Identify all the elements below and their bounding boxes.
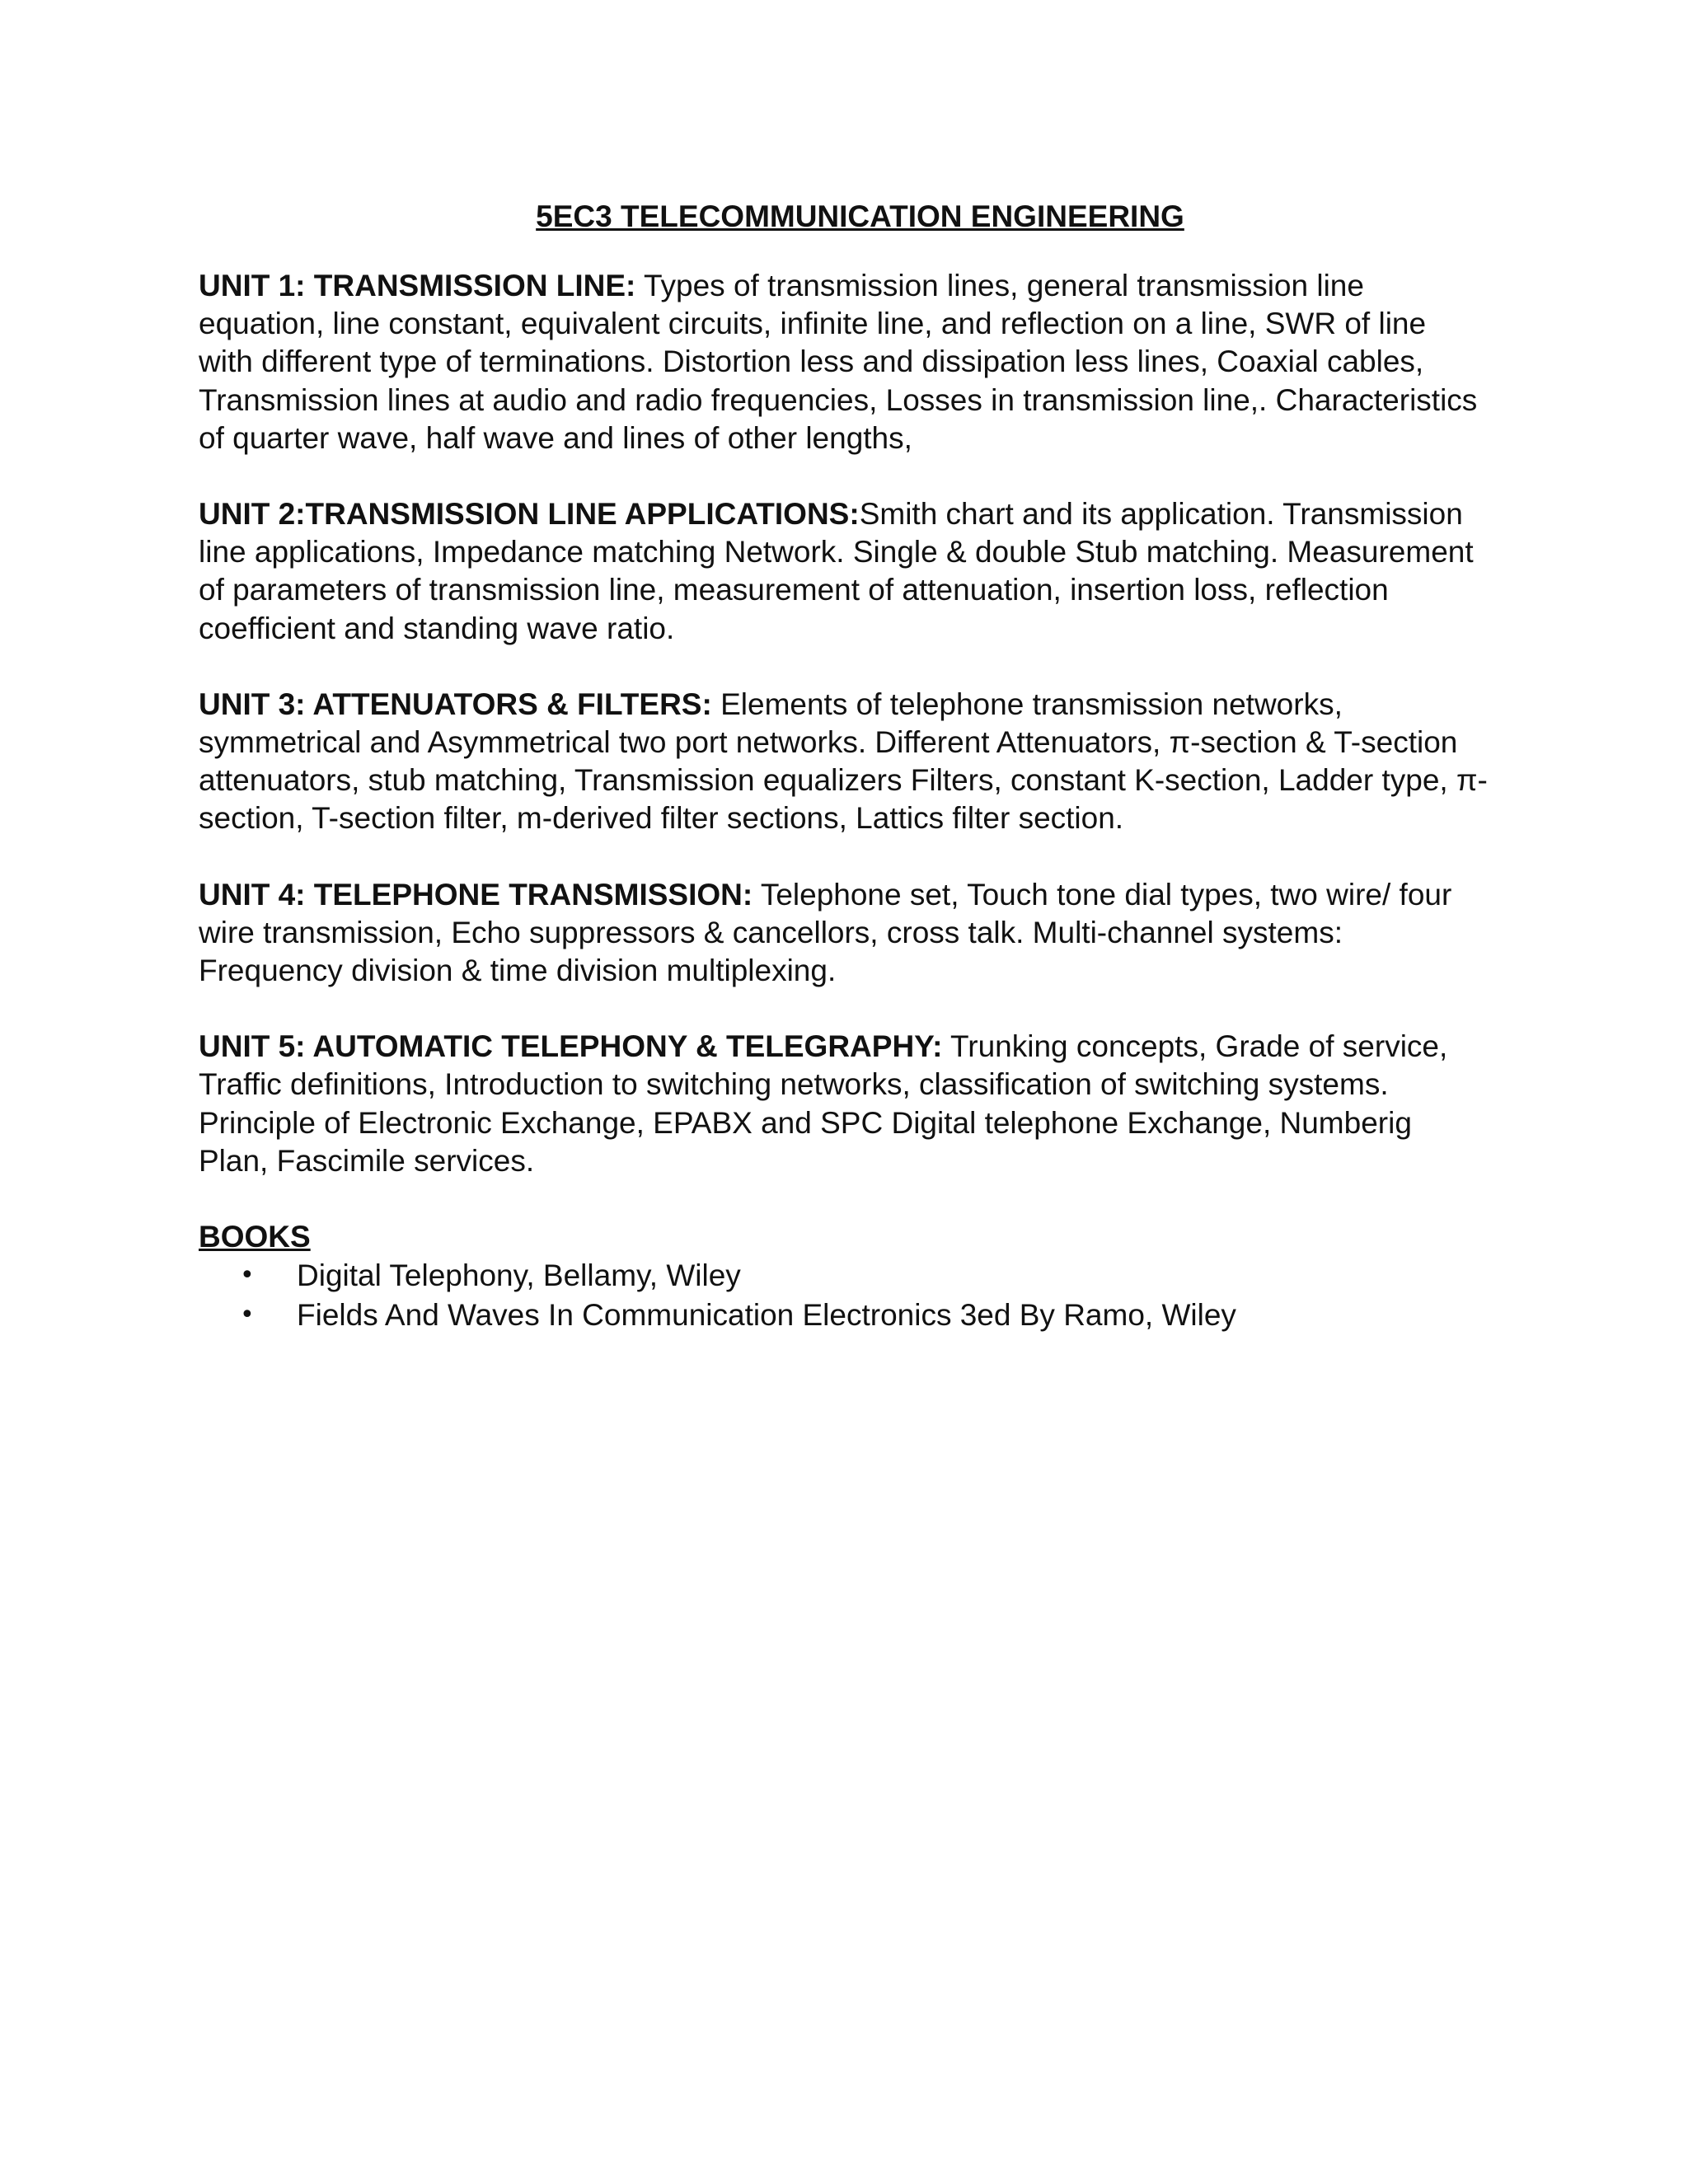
- unit-3-heading: UNIT 3: ATTENUATORS & FILTERS:: [199, 687, 712, 721]
- unit-5-heading: UNIT 5: AUTOMATIC TELEPHONY & TELEGRAPHY:: [199, 1029, 943, 1064]
- unit-2-heading: UNIT 2:TRANSMISSION LINE APPLICATIONS:: [199, 497, 860, 532]
- unit-3-paragraph: [199, 686, 1489, 838]
- books-heading: BOOKS: [199, 1220, 311, 1254]
- unit-2-paragraph: [199, 495, 1489, 648]
- unit-3-text: Elements of telephone transmission networks, symmetrical and Asymmetrical two port networks. Different Attenuators, π-section & T-section attenuators, stub matching, Transmission equalizers Filters, constant K-section, Ladder type, π-section, T-section filter, m-derived filter sections, Lattics filter section.: [199, 687, 1488, 836]
- unit-1-heading: UNIT 1: TRANSMISSION LINE:: [199, 269, 636, 302]
- unit-4-heading: UNIT 4: TELEPHONE TRANSMISSION:: [199, 877, 753, 912]
- document-page: [199, 198, 1489, 1335]
- unit-2-text: Smith chart and its application. Transmission line applications, Impedance matching Network. Single & double Stub matching. Measurement of parameters of transmission line, measurement of attenuation, insertion loss, reflection coefficient and standing wave ratio.: [199, 497, 1474, 645]
- unit-1-paragraph: [199, 267, 1489, 457]
- bullet-icon: •: [240, 1301, 255, 1330]
- unit-5-paragraph: [199, 1028, 1489, 1180]
- books-list: [199, 1256, 1489, 1335]
- list-item: [199, 1256, 1489, 1296]
- bullet-icon: •: [240, 1261, 255, 1291]
- unit-1-text: Types of transmission lines, general transmission line equation, line constant, equivalent circuits, infinite line, and reflection on a line, SWR of line with different type of terminations. Distortion less and dissipation less lines, Coaxial cables, Transmission lines at audio and radio frequencies, Losses in transmission line,. Characteristics of quarter wave, half wave and lines of other lengths,: [199, 269, 1478, 455]
- book-title: Fields And Waves In Communication Electronics 3ed By Ramo, Wiley: [297, 1298, 1236, 1333]
- unit-5-text: Trunking concepts, Grade of service, Traffic definitions, Introduction to switching networks, classification of switching systems. Principle of Electronic Exchange, EPABX and SPC Digital telephone Exchange, Numberig Plan, Fascimile services.: [199, 1029, 1448, 1178]
- document-title: 5EC3 TELECOMMUNICATION ENGINEERING: [536, 199, 1184, 233]
- book-title: Digital Telephony, Bellamy, Wiley: [297, 1258, 741, 1293]
- unit-4-text: Telephone set, Touch tone dial types, two wire/ four wire transmission, Echo suppressors & cancellors, cross talk. Multi-channel systems: Frequency division & time division multiplexing.: [199, 877, 1452, 988]
- unit-4-paragraph: [199, 876, 1489, 991]
- list-item: [199, 1296, 1489, 1335]
